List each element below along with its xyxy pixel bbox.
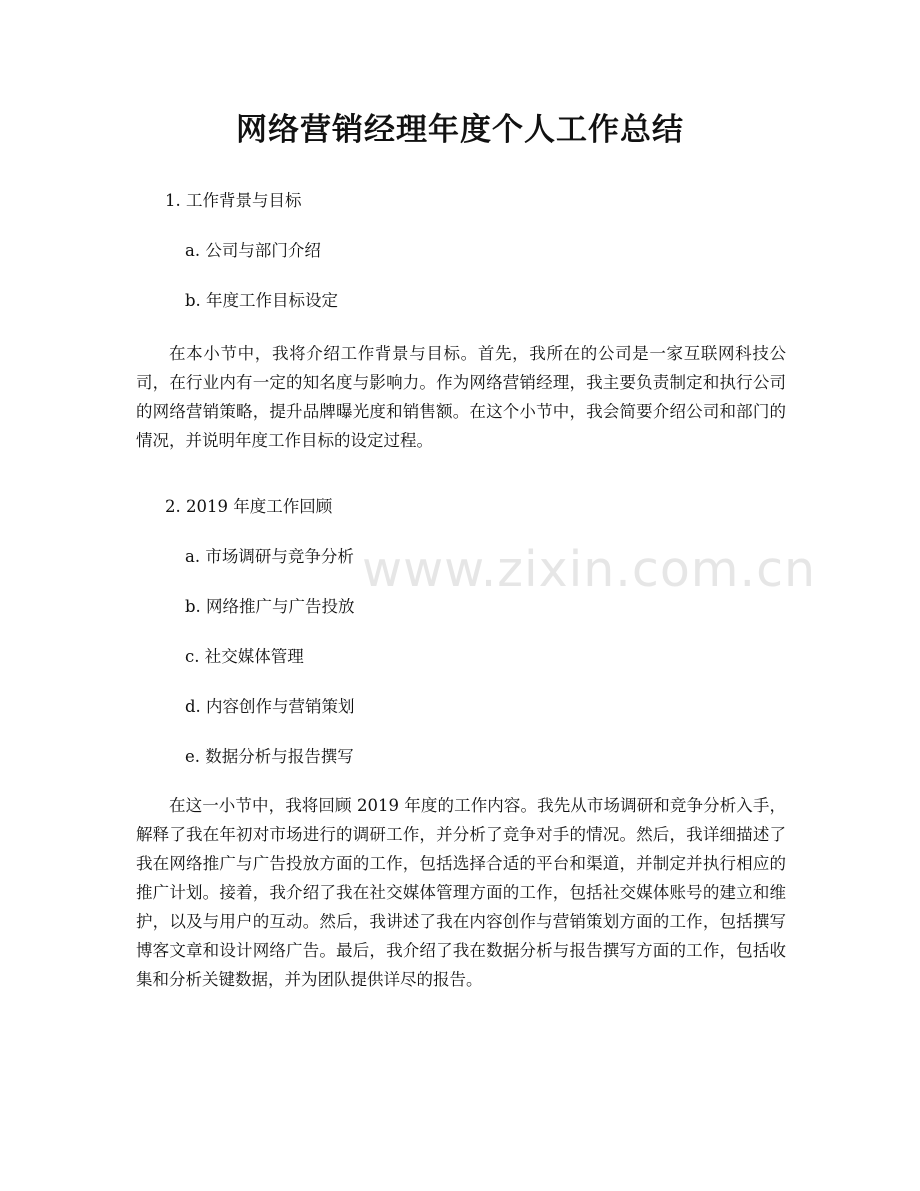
section-2-paragraph: 在这一小节中，我将回顾 2019 年度的工作内容。我先从市场调研和竞争分析入手，解释了我在年初对市场进行的调研工作，并分析了竞争对手的情况。然后，我详细描述了我在网络推广与广告投放方面的工作，包括选择合适的平台和渠道，并制定并执行相应的推广计划。接着，我介绍了我在社交媒体管理方面的工作，包括社交媒体账号的建立和维护，以及与用户的互动。然后，我讲述了我在内容创作与营销策划方面的工作，包括撰写博客文章和设计网络广告。最后，我介绍了我在数据分析与报告撰写方面的工作，包括收集和分析关键数据，并为团队提供详尽的报告。: [136, 796, 786, 989]
section-1-paragraph: 在本小节中，我将介绍工作背景与目标。首先，我所在的公司是一家互联网科技公司，在行业内有一定的知名度与影响力。作为网络营销经理，我主要负责制定和执行公司的网络营销策略，提升品牌曝光度和销售额。在这个小节中，我会简要介绍公司和部门的情况，并说明年度工作目标的设定过程。: [136, 344, 786, 450]
section-2-item-c: c. 社交媒体管理: [185, 647, 304, 666]
watermark: www.zixin.com.cn: [362, 541, 817, 598]
section-2-item-a: a. 市场调研与竞争分析: [185, 547, 354, 566]
section-1-item-a: a. 公司与部门介绍: [185, 241, 321, 260]
section-2-heading: 2. 2019 年度工作回顾: [165, 497, 333, 516]
document-title: 网络营销经理年度个人工作总结: [236, 112, 684, 148]
section-1-heading: 1. 工作背景与目标: [165, 191, 302, 210]
section-1-item-b: b. 年度工作目标设定: [185, 291, 339, 310]
section-2-item-b: b. 网络推广与广告投放: [185, 597, 355, 616]
section-2-item-e: e. 数据分析与报告撰写: [185, 747, 354, 766]
section-2-item-d: d. 内容创作与营销策划: [185, 697, 355, 716]
